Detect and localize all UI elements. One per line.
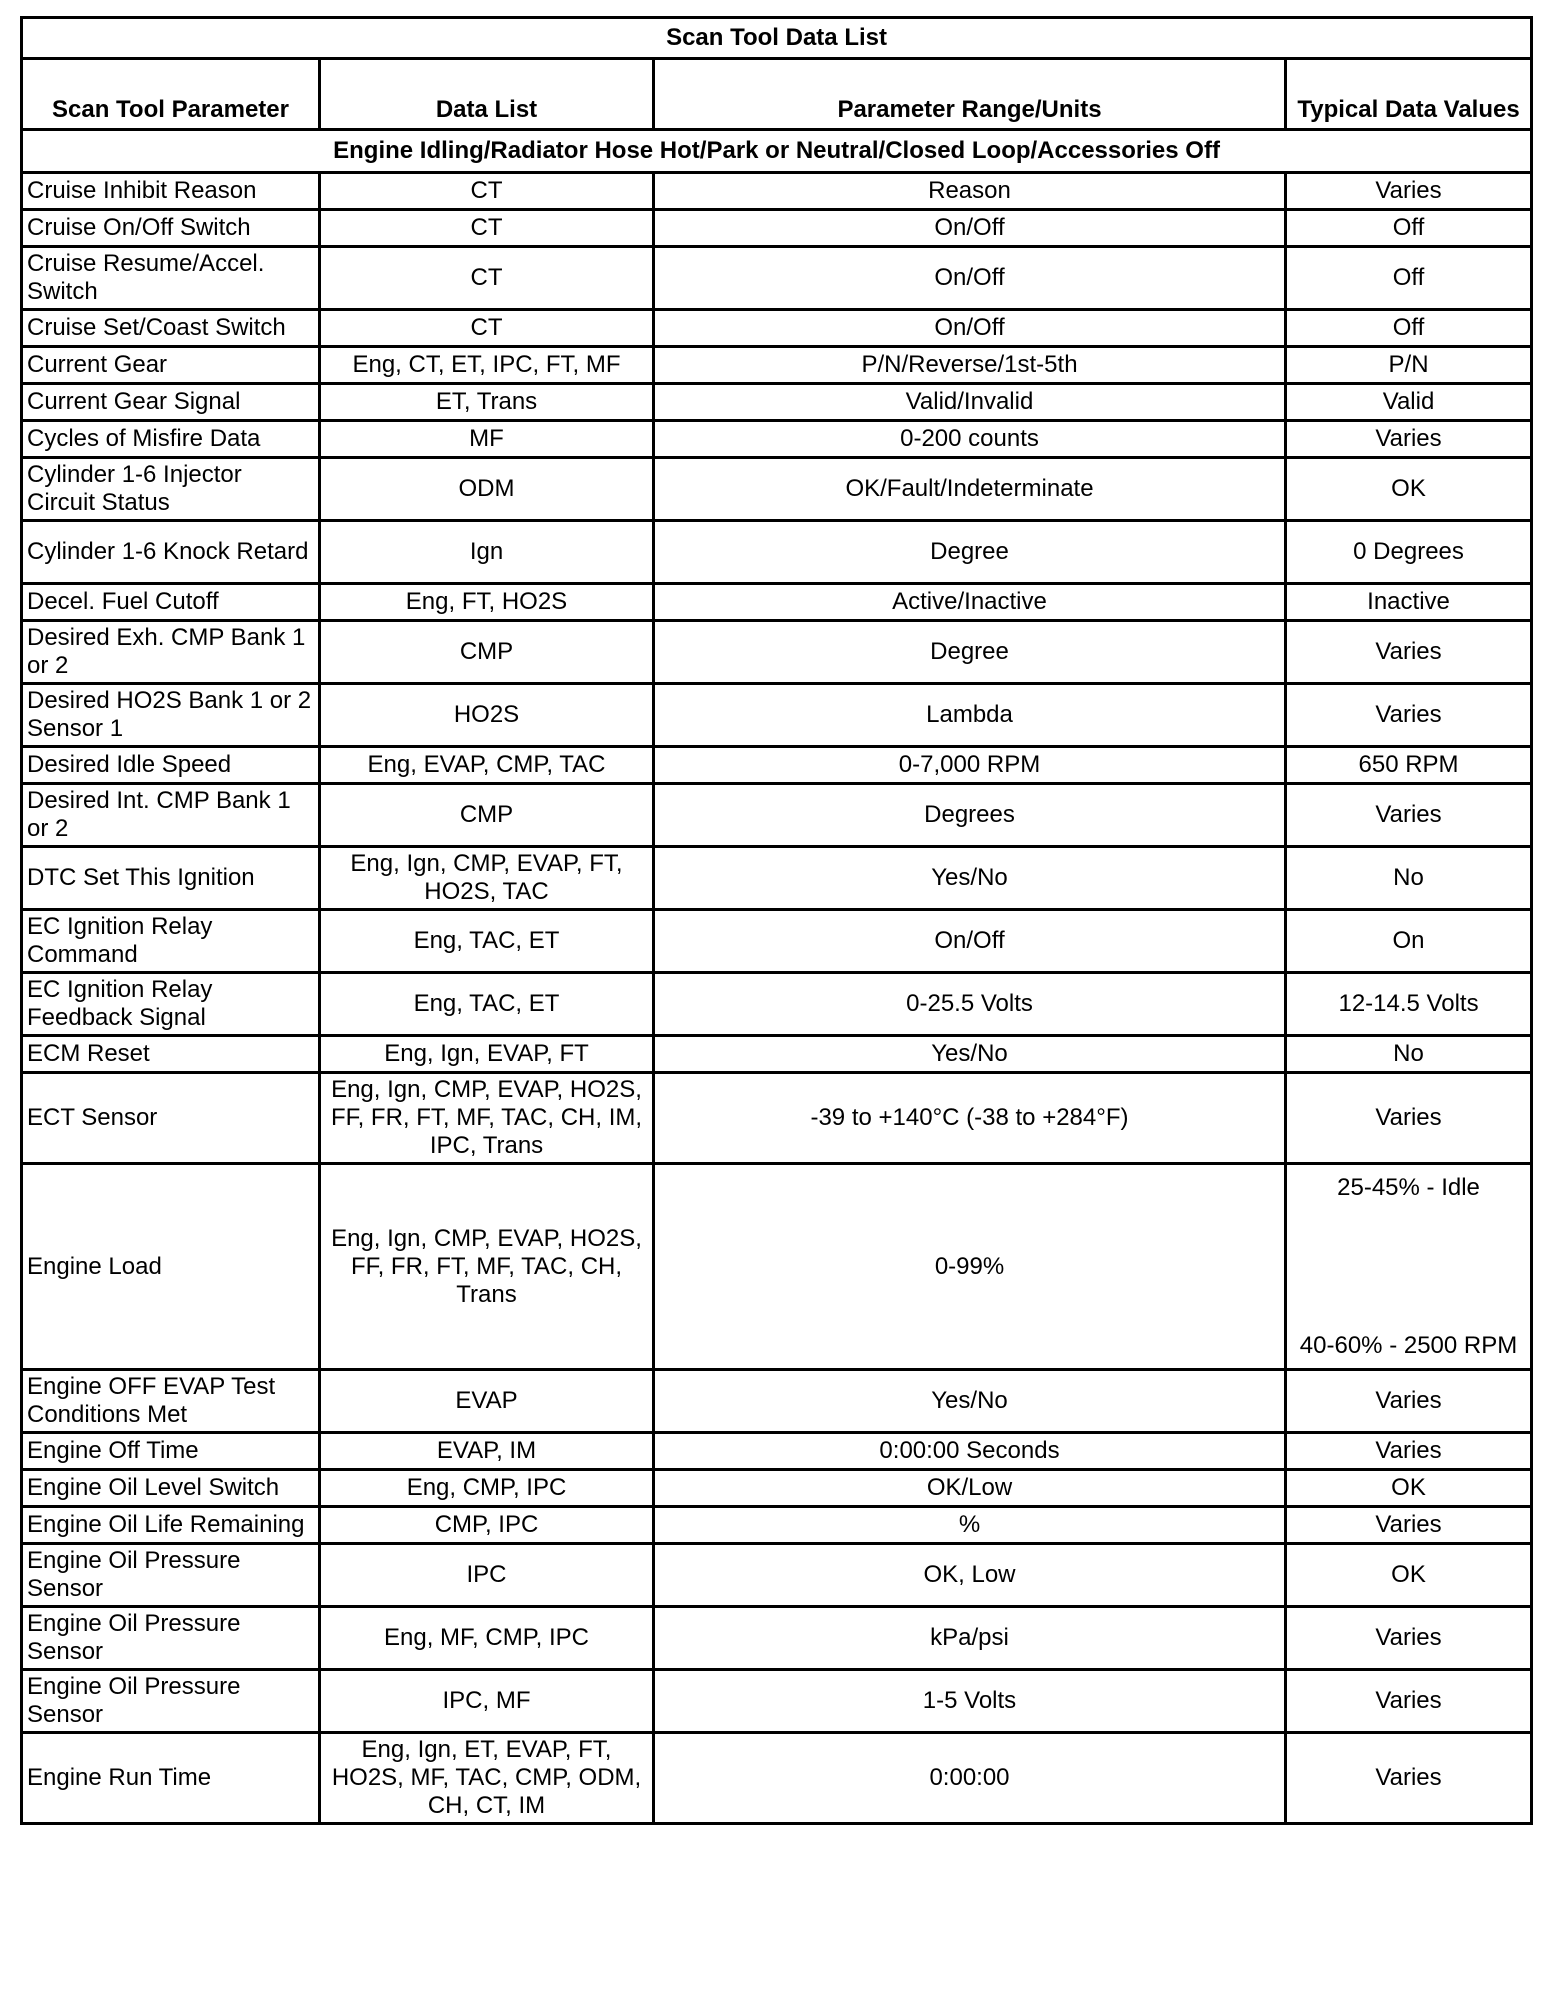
- cell-range-units: Yes/No: [654, 1036, 1286, 1073]
- table-row: [22, 684, 1532, 747]
- table-row: [22, 310, 1532, 347]
- cell-range-units: OK, Low: [654, 1544, 1286, 1607]
- table-row: [22, 521, 1532, 584]
- cell-parameter: Engine Oil Level Switch: [22, 1470, 320, 1507]
- cell-range-units: On/Off: [654, 247, 1286, 310]
- cell-range-units: Active/Inactive: [654, 584, 1286, 621]
- cell-typical-value: Valid: [1286, 384, 1532, 421]
- table-row: [22, 1507, 1532, 1544]
- cell-typical-value: Inactive: [1286, 584, 1532, 621]
- cell-data-list: Eng, MF, CMP, IPC: [320, 1607, 654, 1670]
- cell-data-list: Eng, EVAP, CMP, TAC: [320, 747, 654, 784]
- cell-range-units: 0:00:00 Seconds: [654, 1433, 1286, 1470]
- cell-data-list: IPC, MF: [320, 1670, 654, 1733]
- cell-typical-value: Varies: [1286, 684, 1532, 747]
- cell-range-units: 0-99%: [654, 1164, 1286, 1370]
- cell-data-list: Eng, Ign, ET, EVAP, FT, HO2S, MF, TAC, CMP, ODM, CH, CT, IM: [320, 1733, 654, 1824]
- cell-typical-value: P/N: [1286, 347, 1532, 384]
- cell-range-units: 0:00:00: [654, 1733, 1286, 1824]
- cell-typical-value: On: [1286, 910, 1532, 973]
- cell-parameter: Engine Oil Pressure Sensor: [22, 1607, 320, 1670]
- table-row: [22, 1733, 1532, 1824]
- cell-data-list: Eng, FT, HO2S: [320, 584, 654, 621]
- cell-range-units: -39 to +140°C (-38 to +284°F): [654, 1073, 1286, 1164]
- cell-parameter: Engine OFF EVAP Test Conditions Met: [22, 1370, 320, 1433]
- cell-typical-value: Varies: [1286, 1607, 1532, 1670]
- cell-data-list: MF: [320, 421, 654, 458]
- cell-parameter: Cruise Set/Coast Switch: [22, 310, 320, 347]
- table-row: [22, 1164, 1532, 1370]
- cell-data-list: CT: [320, 247, 654, 310]
- cell-typical-value: No: [1286, 1036, 1532, 1073]
- cell-range-units: P/N/Reverse/1st-5th: [654, 347, 1286, 384]
- table-row: [22, 458, 1532, 521]
- cell-parameter: Cruise On/Off Switch: [22, 210, 320, 247]
- cell-data-list: Eng, Ign, CMP, EVAP, FT, HO2S, TAC: [320, 847, 654, 910]
- cell-data-list: ET, Trans: [320, 384, 654, 421]
- cell-parameter: Decel. Fuel Cutoff: [22, 584, 320, 621]
- cell-parameter: Cylinder 1-6 Knock Retard: [22, 521, 320, 584]
- cell-parameter: Engine Oil Life Remaining: [22, 1507, 320, 1544]
- cell-typical-value: Varies: [1286, 1433, 1532, 1470]
- scan-tool-document: [20, 16, 1530, 1825]
- cell-data-list: Eng, Ign, CMP, EVAP, HO2S, FF, FR, FT, MF, TAC, CH, IM, IPC, Trans: [320, 1073, 654, 1164]
- cell-typical-value: Varies: [1286, 1733, 1532, 1824]
- header-row: [22, 59, 1532, 130]
- table-row: [22, 584, 1532, 621]
- cell-range-units: On/Off: [654, 310, 1286, 347]
- cell-parameter: Engine Load: [22, 1164, 320, 1370]
- table-row: [22, 347, 1532, 384]
- cell-typical-value: Varies: [1286, 173, 1532, 210]
- cell-range-units: 0-7,000 RPM: [654, 747, 1286, 784]
- cell-typical-value: Varies: [1286, 421, 1532, 458]
- table-row: [22, 1036, 1532, 1073]
- cell-range-units: Degree: [654, 621, 1286, 684]
- cell-parameter: Engine Oil Pressure Sensor: [22, 1544, 320, 1607]
- table-row: [22, 247, 1532, 310]
- typical-value-idle: 25-45% - Idle: [1337, 1173, 1480, 1201]
- cell-data-list: IPC: [320, 1544, 654, 1607]
- cell-typical-value: Varies: [1286, 1073, 1532, 1164]
- cell-range-units: On/Off: [654, 210, 1286, 247]
- cell-parameter: Current Gear: [22, 347, 320, 384]
- typical-values-stack: [1291, 1174, 1526, 1360]
- cell-parameter: Current Gear Signal: [22, 384, 320, 421]
- cell-range-units: Lambda: [654, 684, 1286, 747]
- cell-parameter: ECM Reset: [22, 1036, 320, 1073]
- table-row: [22, 1670, 1532, 1733]
- table-row: [22, 973, 1532, 1036]
- cell-parameter: Cylinder 1-6 Injector Circuit Status: [22, 458, 320, 521]
- cell-data-list: CT: [320, 210, 654, 247]
- cell-range-units: On/Off: [654, 910, 1286, 973]
- cell-typical-value: 0 Degrees: [1286, 521, 1532, 584]
- table-row: [22, 421, 1532, 458]
- table-row: [22, 747, 1532, 784]
- cell-range-units: Yes/No: [654, 847, 1286, 910]
- cell-range-units: %: [654, 1507, 1286, 1544]
- cell-typical-value: Varies: [1286, 1370, 1532, 1433]
- table-row: [22, 173, 1532, 210]
- table-body: [22, 173, 1532, 1824]
- table-row: [22, 1370, 1532, 1433]
- table-row: [22, 1470, 1532, 1507]
- cell-parameter: DTC Set This Ignition: [22, 847, 320, 910]
- table-title-row: [22, 18, 1532, 59]
- cell-data-list: Eng, Ign, CMP, EVAP, HO2S, FF, FR, FT, MF, TAC, CH, Trans: [320, 1164, 654, 1370]
- cell-data-list: CMP: [320, 621, 654, 684]
- cell-parameter: Desired HO2S Bank 1 or 2 Sensor 1: [22, 684, 320, 747]
- table-row: [22, 784, 1532, 847]
- cell-data-list: ODM: [320, 458, 654, 521]
- cell-range-units: Valid/Invalid: [654, 384, 1286, 421]
- cell-range-units: Degrees: [654, 784, 1286, 847]
- cell-data-list: Eng, TAC, ET: [320, 973, 654, 1036]
- cell-data-list: Eng, Ign, EVAP, FT: [320, 1036, 654, 1073]
- cell-parameter: Desired Exh. CMP Bank 1 or 2: [22, 621, 320, 684]
- header-typical-data-values: Typical Data Values: [1286, 59, 1532, 130]
- cell-parameter: Cruise Inhibit Reason: [22, 173, 320, 210]
- table-row: [22, 1607, 1532, 1670]
- cell-data-list: CMP, IPC: [320, 1507, 654, 1544]
- cell-typical-value: Varies: [1286, 1670, 1532, 1733]
- cell-data-list: CT: [320, 173, 654, 210]
- cell-data-list: CMP: [320, 784, 654, 847]
- cell-typical-value: Varies: [1286, 1507, 1532, 1544]
- cell-typical-value: Varies: [1286, 784, 1532, 847]
- cell-typical-value: OK: [1286, 1544, 1532, 1607]
- header-data-list: Data List: [320, 59, 654, 130]
- cell-typical-value: No: [1286, 847, 1532, 910]
- cell-range-units: kPa/psi: [654, 1607, 1286, 1670]
- section-row: [22, 130, 1532, 173]
- table-row: [22, 847, 1532, 910]
- cell-typical-value: [1286, 1164, 1532, 1370]
- cell-range-units: Degree: [654, 521, 1286, 584]
- table-row: [22, 621, 1532, 684]
- cell-parameter: Cycles of Misfire Data: [22, 421, 320, 458]
- cell-data-list: Ign: [320, 521, 654, 584]
- cell-range-units: 1-5 Volts: [654, 1670, 1286, 1733]
- cell-typical-value: Varies: [1286, 621, 1532, 684]
- cell-range-units: 0-200 counts: [654, 421, 1286, 458]
- cell-range-units: OK/Fault/Indeterminate: [654, 458, 1286, 521]
- cell-data-list: Eng, CT, ET, IPC, FT, MF: [320, 347, 654, 384]
- cell-parameter: Engine Oil Pressure Sensor: [22, 1670, 320, 1733]
- table-row: [22, 1073, 1532, 1164]
- typical-value-2500-rpm: 40-60% - 2500 RPM: [1299, 1331, 1518, 1359]
- scan-tool-data-table: [20, 16, 1533, 1825]
- cell-data-list: Eng, CMP, IPC: [320, 1470, 654, 1507]
- cell-parameter: Desired Idle Speed: [22, 747, 320, 784]
- cell-parameter: Engine Run Time: [22, 1733, 320, 1824]
- cell-parameter: Cruise Resume/Accel. Switch: [22, 247, 320, 310]
- cell-range-units: Yes/No: [654, 1370, 1286, 1433]
- table-row: [22, 910, 1532, 973]
- cell-range-units: 0-25.5 Volts: [654, 973, 1286, 1036]
- table-title: Scan Tool Data List: [22, 18, 1532, 59]
- cell-parameter: EC Ignition Relay Feedback Signal: [22, 973, 320, 1036]
- cell-parameter: Desired Int. CMP Bank 1 or 2: [22, 784, 320, 847]
- table-row: [22, 1544, 1532, 1607]
- cell-typical-value: 12-14.5 Volts: [1286, 973, 1532, 1036]
- cell-range-units: Reason: [654, 173, 1286, 210]
- cell-typical-value: Off: [1286, 310, 1532, 347]
- cell-typical-value: Off: [1286, 210, 1532, 247]
- table-row: [22, 1433, 1532, 1470]
- cell-data-list: EVAP, IM: [320, 1433, 654, 1470]
- section-heading: Engine Idling/Radiator Hose Hot/Park or Neutral/Closed Loop/Accessories Off: [22, 130, 1532, 173]
- header-parameter-range-units: Parameter Range/Units: [654, 59, 1286, 130]
- table-row: [22, 210, 1532, 247]
- cell-typical-value: OK: [1286, 458, 1532, 521]
- cell-data-list: HO2S: [320, 684, 654, 747]
- cell-typical-value: OK: [1286, 1470, 1532, 1507]
- cell-parameter: ECT Sensor: [22, 1073, 320, 1164]
- cell-data-list: Eng, TAC, ET: [320, 910, 654, 973]
- cell-range-units: OK/Low: [654, 1470, 1286, 1507]
- cell-typical-value: 650 RPM: [1286, 747, 1532, 784]
- header-scan-tool-parameter: Scan Tool Parameter: [22, 59, 320, 130]
- cell-parameter: Engine Off Time: [22, 1433, 320, 1470]
- cell-typical-value: Off: [1286, 247, 1532, 310]
- cell-parameter: EC Ignition Relay Command: [22, 910, 320, 973]
- cell-data-list: EVAP: [320, 1370, 654, 1433]
- cell-data-list: CT: [320, 310, 654, 347]
- table-row: [22, 384, 1532, 421]
